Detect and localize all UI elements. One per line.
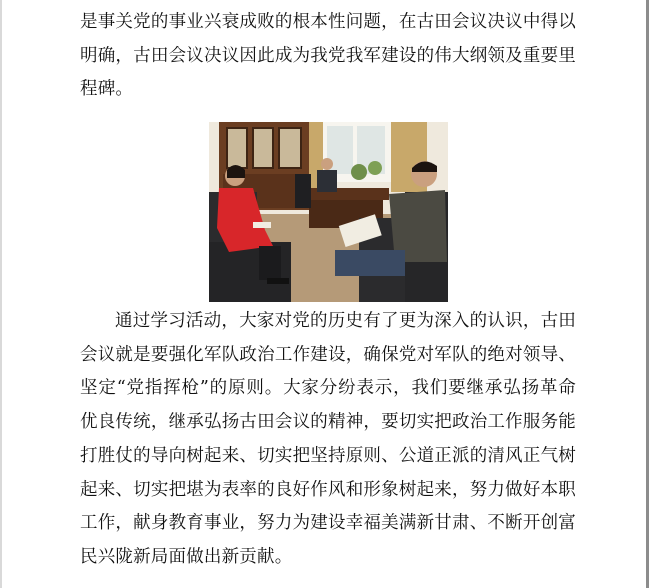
meeting-photo [209, 122, 448, 302]
paragraph-1: 是事关党的事业兴衰成败的根本性问题，在古田会议决议中得以明确，古田会议决议因此成为我党我军建设的伟大纲领及重要里程碑。 [80, 12, 576, 100]
meeting-photo-illustration [209, 122, 448, 302]
paragraph-2: 通过学习活动，大家对党的历史有了更为深入的认识，古田会议就是要强化军队政治工作建设，确保党对军队的绝对领导、坚定“党指挥枪”的原则。大家分纷表示，我们要继承弘扬革命优良传统，继承弘扬古田会议的精神，要切实把政治工作服务能打胜仗的导向树起来、切实把坚持原则、公道正派的清风正气树起来、切实把堪为表率的良好作风和形象树起来，努力做好本职工作，献身教育事业，努力为建设幸福美满新甘肃、不断开创富民兴陇新局面做出新贡献。 [80, 311, 576, 567]
page-border-left [0, 0, 2, 588]
